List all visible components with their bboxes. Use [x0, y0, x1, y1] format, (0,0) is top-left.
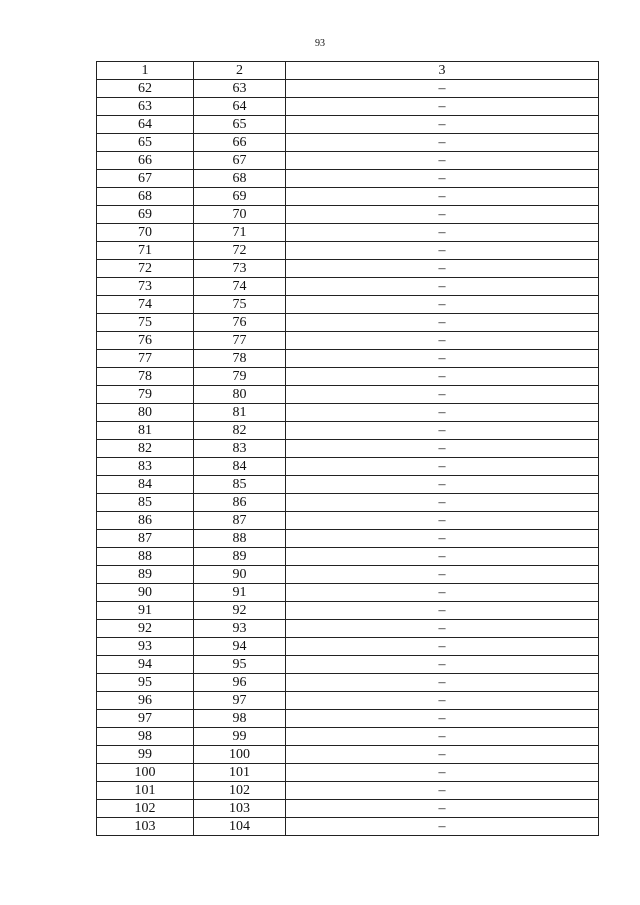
table-cell-col-3: – — [286, 296, 599, 314]
table-cell-col-1: 100 — [97, 764, 194, 782]
table-row — [97, 674, 599, 692]
table-cell-col-2: 78 — [194, 350, 286, 368]
table-cell-col-1: 94 — [97, 656, 194, 674]
table-cell-col-2: 87 — [194, 512, 286, 530]
table-cell-col-2: 66 — [194, 134, 286, 152]
table-cell-col-3: – — [286, 620, 599, 638]
table-cell-col-3: – — [286, 350, 599, 368]
table-cell-col-2: 79 — [194, 368, 286, 386]
table-cell-col-1: 80 — [97, 404, 194, 422]
table-cell-col-3: – — [286, 224, 599, 242]
table-cell-col-2: 88 — [194, 530, 286, 548]
table-cell-col-3: – — [286, 314, 599, 332]
table-row — [97, 566, 599, 584]
table-row — [97, 440, 599, 458]
table-cell-col-1: 88 — [97, 548, 194, 566]
table-row — [97, 494, 599, 512]
table-row — [97, 278, 599, 296]
table-row — [97, 116, 599, 134]
table-row — [97, 476, 599, 494]
table-cell-col-1: 73 — [97, 278, 194, 296]
table-row — [97, 296, 599, 314]
table-cell-col-3: – — [286, 692, 599, 710]
table-cell-col-2: 81 — [194, 404, 286, 422]
table-row — [97, 350, 599, 368]
table-cell-col-2: 82 — [194, 422, 286, 440]
table-cell-col-2: 83 — [194, 440, 286, 458]
table-row — [97, 728, 599, 746]
table-cell-col-1: 71 — [97, 242, 194, 260]
table-row — [97, 386, 599, 404]
table-cell-col-2: 80 — [194, 386, 286, 404]
table-cell-col-2: 85 — [194, 476, 286, 494]
table-cell-col-3: – — [286, 80, 599, 98]
table-cell-col-3: – — [286, 638, 599, 656]
table-cell-col-3: – — [286, 548, 599, 566]
table-row — [97, 170, 599, 188]
table-cell-col-2: 90 — [194, 566, 286, 584]
table-cell-col-1: 101 — [97, 782, 194, 800]
table-cell-col-1: 70 — [97, 224, 194, 242]
table-cell-col-2: 71 — [194, 224, 286, 242]
table-cell-col-3: – — [286, 566, 599, 584]
table-row — [97, 332, 599, 350]
table-row — [97, 404, 599, 422]
table-row — [97, 260, 599, 278]
table-row — [97, 224, 599, 242]
table-cell-col-1: 92 — [97, 620, 194, 638]
table-cell-col-2: 91 — [194, 584, 286, 602]
table-row — [97, 746, 599, 764]
table-row — [97, 206, 599, 224]
table-cell-col-3: – — [286, 818, 599, 836]
table-row — [97, 782, 599, 800]
page-number: 93 — [315, 38, 325, 49]
table-cell-col-2: 93 — [194, 620, 286, 638]
table-cell-col-1: 68 — [97, 188, 194, 206]
table-cell-col-1: 85 — [97, 494, 194, 512]
table-row — [97, 764, 599, 782]
table-cell-col-2: 104 — [194, 818, 286, 836]
table-cell-col-1: 84 — [97, 476, 194, 494]
table-cell-col-1: 76 — [97, 332, 194, 350]
table-cell-col-3: – — [286, 206, 599, 224]
table-cell-col-2: 89 — [194, 548, 286, 566]
table-cell-col-1: 74 — [97, 296, 194, 314]
table-cell-col-3: – — [286, 800, 599, 818]
table-row — [97, 710, 599, 728]
column-header-3: 3 — [286, 62, 599, 80]
table-row — [97, 152, 599, 170]
table-cell-col-2: 63 — [194, 80, 286, 98]
table-cell-col-3: – — [286, 188, 599, 206]
table-cell-col-3: – — [286, 782, 599, 800]
table-cell-col-3: – — [286, 368, 599, 386]
table-cell-col-3: – — [286, 764, 599, 782]
table-cell-col-1: 93 — [97, 638, 194, 656]
table-cell-col-3: – — [286, 98, 599, 116]
table-cell-col-1: 91 — [97, 602, 194, 620]
table-cell-col-2: 100 — [194, 746, 286, 764]
table-cell-col-1: 75 — [97, 314, 194, 332]
table-cell-col-1: 81 — [97, 422, 194, 440]
table-cell-col-3: – — [286, 746, 599, 764]
table-cell-col-3: – — [286, 602, 599, 620]
table-cell-col-1: 99 — [97, 746, 194, 764]
table-row — [97, 368, 599, 386]
table-cell-col-3: – — [286, 278, 599, 296]
table-cell-col-1: 78 — [97, 368, 194, 386]
table-cell-col-1: 63 — [97, 98, 194, 116]
table-cell-col-2: 103 — [194, 800, 286, 818]
table-cell-col-3: – — [286, 458, 599, 476]
table-body — [97, 80, 599, 836]
table-row — [97, 422, 599, 440]
table-cell-col-3: – — [286, 332, 599, 350]
table-row — [97, 512, 599, 530]
table-cell-col-3: – — [286, 260, 599, 278]
table-cell-col-1: 72 — [97, 260, 194, 278]
table-cell-col-2: 69 — [194, 188, 286, 206]
table-cell-col-1: 98 — [97, 728, 194, 746]
table-cell-col-2: 102 — [194, 782, 286, 800]
table-cell-col-1: 64 — [97, 116, 194, 134]
table-cell-col-2: 76 — [194, 314, 286, 332]
table-row — [97, 242, 599, 260]
table-cell-col-2: 94 — [194, 638, 286, 656]
table-cell-col-3: – — [286, 584, 599, 602]
table-cell-col-2: 72 — [194, 242, 286, 260]
table-cell-col-2: 64 — [194, 98, 286, 116]
table-cell-col-2: 68 — [194, 170, 286, 188]
table-cell-col-3: – — [286, 494, 599, 512]
table-cell-col-3: – — [286, 170, 599, 188]
table-cell-col-1: 96 — [97, 692, 194, 710]
column-header-1: 1 — [97, 62, 194, 80]
table-cell-col-2: 75 — [194, 296, 286, 314]
table-cell-col-1: 82 — [97, 440, 194, 458]
table-cell-col-3: – — [286, 404, 599, 422]
table-row — [97, 314, 599, 332]
table-cell-col-3: – — [286, 728, 599, 746]
table-row — [97, 692, 599, 710]
table-cell-col-3: – — [286, 530, 599, 548]
table-cell-col-2: 99 — [194, 728, 286, 746]
table-row — [97, 656, 599, 674]
table-cell-col-1: 79 — [97, 386, 194, 404]
table-cell-col-3: – — [286, 242, 599, 260]
table-cell-col-2: 67 — [194, 152, 286, 170]
table-row — [97, 620, 599, 638]
table-row — [97, 458, 599, 476]
table-row — [97, 548, 599, 566]
table-row — [97, 818, 599, 836]
table-cell-col-1: 62 — [97, 80, 194, 98]
table-header-row — [97, 62, 599, 80]
table-cell-col-3: – — [286, 152, 599, 170]
table-cell-col-3: – — [286, 656, 599, 674]
table-cell-col-3: – — [286, 710, 599, 728]
table-cell-col-1: 67 — [97, 170, 194, 188]
table-cell-col-3: – — [286, 476, 599, 494]
table-cell-col-1: 95 — [97, 674, 194, 692]
table-cell-col-2: 86 — [194, 494, 286, 512]
table-cell-col-3: – — [286, 422, 599, 440]
data-table — [96, 61, 599, 836]
table-row — [97, 188, 599, 206]
table-cell-col-3: – — [286, 134, 599, 152]
table-cell-col-2: 84 — [194, 458, 286, 476]
table-cell-col-2: 77 — [194, 332, 286, 350]
table-cell-col-2: 101 — [194, 764, 286, 782]
table-cell-col-2: 92 — [194, 602, 286, 620]
table-cell-col-2: 74 — [194, 278, 286, 296]
table-cell-col-2: 96 — [194, 674, 286, 692]
table-cell-col-1: 97 — [97, 710, 194, 728]
table-cell-col-1: 87 — [97, 530, 194, 548]
table-cell-col-3: – — [286, 386, 599, 404]
table-cell-col-1: 65 — [97, 134, 194, 152]
table-row — [97, 530, 599, 548]
table-row — [97, 584, 599, 602]
table-cell-col-1: 77 — [97, 350, 194, 368]
table-cell-col-1: 102 — [97, 800, 194, 818]
table-cell-col-2: 73 — [194, 260, 286, 278]
table-cell-col-2: 95 — [194, 656, 286, 674]
table-cell-col-1: 66 — [97, 152, 194, 170]
table-cell-col-3: – — [286, 116, 599, 134]
table-cell-col-2: 97 — [194, 692, 286, 710]
table-row — [97, 80, 599, 98]
table-cell-col-1: 69 — [97, 206, 194, 224]
table-row — [97, 638, 599, 656]
table-row — [97, 98, 599, 116]
table-cell-col-1: 90 — [97, 584, 194, 602]
table-cell-col-2: 65 — [194, 116, 286, 134]
table-cell-col-3: – — [286, 440, 599, 458]
table-row — [97, 602, 599, 620]
table-cell-col-3: – — [286, 512, 599, 530]
table-cell-col-1: 103 — [97, 818, 194, 836]
table-cell-col-2: 98 — [194, 710, 286, 728]
table-cell-col-2: 70 — [194, 206, 286, 224]
table-row — [97, 134, 599, 152]
table-cell-col-1: 89 — [97, 566, 194, 584]
table-cell-col-3: – — [286, 674, 599, 692]
table-row — [97, 800, 599, 818]
table-cell-col-1: 83 — [97, 458, 194, 476]
table-cell-col-1: 86 — [97, 512, 194, 530]
column-header-2: 2 — [194, 62, 286, 80]
